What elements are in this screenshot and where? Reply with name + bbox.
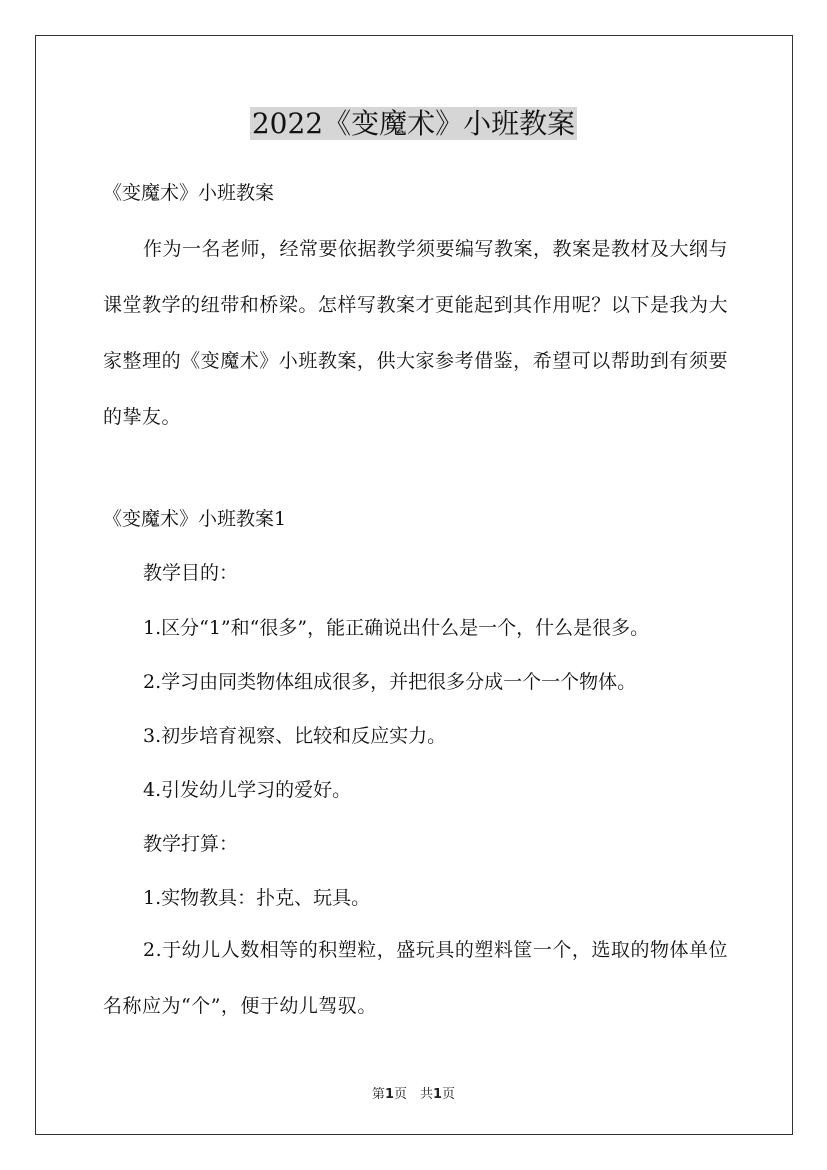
goals-heading: 教学目的： xyxy=(143,562,239,584)
goal-item-3: 3.初步培育视察、比较和反应实力。 xyxy=(143,725,447,747)
intro-paragraph: 作为一名老师，经常要依据教学须要编写教案，教案是教材及大纲与课堂教学的纽带和桥梁。怎样写教案才更能起到其作用呢？以下是我为大家整理的《变魔术》小班教案，供大家参考借鉴，希望可以帮助到有须要的挚友。 xyxy=(103,238,729,428)
prep-item-2: 2.于幼儿人数相等的积塑粒，盛玩具的塑料筐一个，选取的物体单位名称应为“个”，便于幼儿驾驭。 xyxy=(103,939,728,1017)
prep-heading: 教学打算： xyxy=(143,833,239,855)
section-title: 《变魔术》小班教案1 xyxy=(103,508,287,530)
footer-page-number: 1 xyxy=(384,1087,394,1102)
subtitle: 《变魔术》小班教案 xyxy=(103,182,275,204)
goal-item-2: 2.学习由同类物体组成很多，并把很多分成一个一个物体。 xyxy=(143,671,637,693)
page-footer xyxy=(0,1083,827,1102)
footer-page-total: 1 xyxy=(433,1087,443,1102)
goal-item-1: 1.区分“1”和“很多”，能正确说出什么是一个，什么是很多。 xyxy=(143,617,650,639)
goal-item-4: 4.引发幼儿学习的爱好。 xyxy=(143,779,352,801)
footer-prefix: 第 xyxy=(371,1087,385,1102)
document-title xyxy=(0,104,827,144)
prep-item-1: 1.实物教具：扑克、玩具。 xyxy=(143,887,371,909)
footer-suffix: 页 xyxy=(442,1087,456,1102)
footer-mid: 页 共 xyxy=(393,1087,433,1102)
title-text: 2022《变魔术》小班教案 xyxy=(251,107,576,140)
